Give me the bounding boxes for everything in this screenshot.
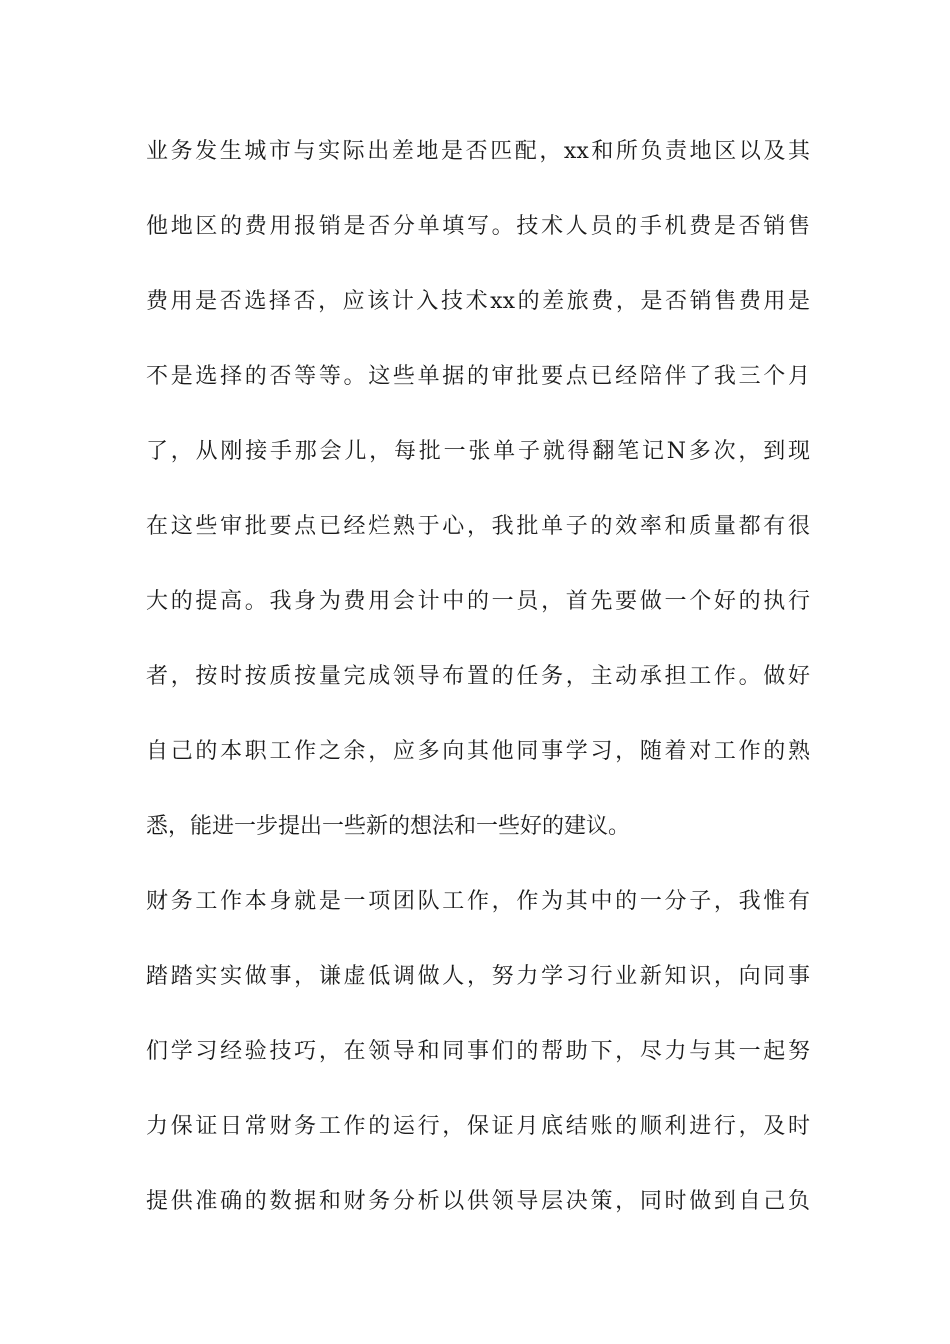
text-line: 业务发生城市与实际出差地是否匹配，xx和所负责地区以及其 (146, 139, 810, 164)
text-line: 他地区的费用报销是否分单填写。技术人员的手机费是否销售 (146, 214, 810, 239)
text-line: 不是选择的否等等。这些单据的审批要点已经陪伴了我三个月 (146, 364, 810, 389)
text-line: 提供准确的数据和财务分析以供领导层决策，同时做到自己负 (146, 1189, 810, 1214)
text-line: 们学习经验技巧，在领导和同事们的帮助下，尽力与其一起努 (146, 1039, 810, 1064)
text-line: 财务工作本身就是一项团队工作，作为其中的一分子，我惟有 (146, 889, 810, 914)
text-line: 大的提高。我身为费用会计中的一员，首先要做一个好的执行 (146, 589, 810, 614)
text-line: 了，从刚接手那会儿，每批一张单子就得翻笔记N多次，到现 (146, 439, 810, 464)
text-line: 自己的本职工作之余，应多向其他同事学习，随着对工作的熟 (146, 739, 810, 764)
text-line: 者，按时按质按量完成领导布置的任务，主动承担工作。做好 (146, 664, 810, 689)
text-line: 踏踏实实做事，谦虚低调做人，努力学习行业新知识，向同事 (146, 964, 810, 989)
text-line: 费用是否选择否，应该计入技术xx的差旅费，是否销售费用是 (146, 289, 810, 314)
text-line: 在这些审批要点已经烂熟于心，我批单子的效率和质量都有很 (146, 514, 810, 539)
text-line: 悉，能进一步提出一些新的想法和一些好的建议。 (146, 814, 631, 839)
text-line: 力保证日常财务工作的运行，保证月底结账的顺利进行，及时 (146, 1114, 810, 1139)
body-text (146, 130, 810, 1255)
